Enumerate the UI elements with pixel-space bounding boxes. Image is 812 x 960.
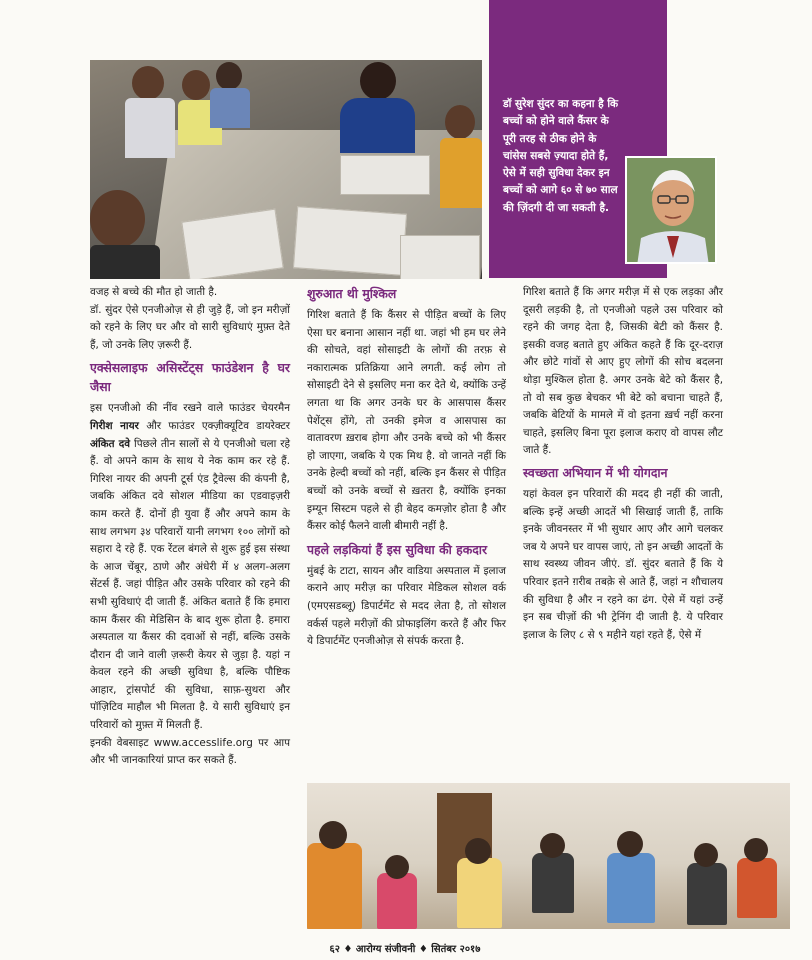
children-craft-photo (90, 60, 482, 279)
article-column-2 (307, 284, 506, 651)
text-run: इस एनजीओ की नींव रखने वाले फाउंडर चेयरमैन (90, 402, 290, 415)
child-head (132, 66, 164, 100)
woman-head (360, 62, 396, 100)
child-head (385, 855, 409, 879)
paragraph: गिरिश बताते हैं कि कैंसर से पीड़ित बच्चों के लिए ऐसा घर बनाना आसान नहीं था. जहां भी हम घर लेने की सोचते, वहां सोसाइटी के लोगों की तरफ़ से नकारात्मक प्रतिक्रिया आने लगती. कई लोग तो सोसाइटी देने से इसलिए मना कर देते थे, क्योंकि उन्हें लगता था कि अगर उनके घर के आसपास कैंसर पेशेंट्स होंगे, तो उनकी इमेज व आसपास का वातावरण ख़राब होगा और उनके बच्चे को भी कैंसर हो जाएगा, जबकि ये एक मिथ है. वो जानते नहीं कि उनके हेल्दी बच्चों को नहीं, बल्कि इन कैंसर से पीड़ित बच्चों को उनके बच्चों से ख़तरा है, क्योंकि इनका इम्यून सिस्टम पहले से ही बेहद कमज़ोर होता है और कैंसर कोई फैलने वाली बीमारी नहीं है. (307, 309, 506, 533)
newspaper-sheet (400, 235, 480, 279)
paragraph: इनकी वेबसाइट www.accesslife.org पर आप और भी जानकारियां प्राप्त कर सकते हैं. (90, 736, 290, 767)
text-run: और फाउंडर एक्ज़ीक्यूटिव डायरेक्टर (138, 419, 290, 432)
founder-name: गिरीश नायर (90, 419, 139, 432)
section-heading: पहले लड़कियां हैं इस सुविधा की हकदार (307, 541, 488, 557)
quote-body: का कहना है कि बच्चों को होने वाले कैंसर के पूरी तरह से ठीक होने के चांसेस सबसे ज़्यादा होते हैं, ऐसे में सही सुविधा देकर इन बच्चों को आगे ६० से ७० साल की ज़िंदगी दी जा सकती है. (503, 98, 619, 214)
child-shirt (90, 245, 160, 279)
child-shirt (440, 138, 482, 208)
child-head (182, 70, 210, 100)
director-name: अंकित दवे (90, 437, 131, 450)
doctor-portrait (625, 156, 717, 264)
child-head (465, 838, 491, 864)
child-head (617, 831, 643, 857)
quote-speaker: डॉ सुरेश सुंदर (503, 98, 555, 110)
separator-icon: ♦ (418, 944, 428, 955)
child-shirt (210, 88, 250, 128)
children-yoga-photo (307, 783, 790, 929)
page-number: ६२ (329, 944, 340, 955)
paragraph: गिरिश बताते हैं कि अगर मरीज़ में से एक लड़का और दूसरी लड़की है, तो एनजीओ पहले उस परिवार को रहने की जगह देता है, जिसकी बेटी को कैंसर है. इसकी वजह बताते हुए अंकित कहते हैं कि दूर-दराज़ और छोटे गांवों से आए हुए लोगों की सोच बदलना थोड़ा मुश्किल होता है. अगर उनके बेटे को कैंसर है, तो वो सब कुछ बेचकर भी बेटे को बचाना चाहते हैं, जबकि बेटियों के मामले में वो इतना ख़र्च नहीं करना चाहते, इसलिए बिना पूरा इलाज कराए वो वापस लौट जाते हैं. (523, 286, 723, 457)
quote-text (503, 96, 619, 217)
child-head (445, 105, 475, 139)
child-figure (532, 853, 574, 913)
page-footer (290, 941, 520, 955)
child-head (90, 190, 145, 248)
paragraph (90, 400, 290, 734)
paragraph: वजह से बच्चे की मौत हो जाती है. (90, 286, 218, 298)
text-run: पिछले तीन सालों से ये एनजीओ चला रहे हैं. वो अपने काम के साथ ये नेक काम कर रहे हैं. गिरिश नायर की अपनी टूर्स एंड ट्रैवेल्स की कंपनी है, जबकि अंकित दवे सोशल मीडिया का एडवाइज़री काम करते हैं. दोनों ही युवा हैं और अपने काम के साथ लगभग ३४ परिवारों यानी लगभग १०० लोगों को सहारा दे रहे हैं. एक रेंटल बंगले से शुरू हुई इस संस्था के आज चेंबूर, ठाणे और अंधेरी में ४ अलग-अलग सेंटर्स हैं. जहां पीड़ित और उसके परिवार को रहने की सभी सुविधाएं दी जाती हैं. अंकित बताते हैं कि हमारा काम कैंसर की मेडिसिन के बाद शुरू होता है. हमारा अस्पताल या कैंसर की दवाओं से नहीं, बल्कि उसके दौरान दी जाने वाली ज़रूरी केयर से जुड़ा है. यहां न केवल रहने की अच्छी सुविधा है, बल्कि पौष्टिक आहार, ट्रांसपोर्ट की सुविधा, साफ़-सुथरा और पॉज़िटिव माहौल भी मिलता है. ये सारी सुविधाएं इन परिवारों को मुफ़्त में मिलती हैं. (90, 437, 290, 732)
child-head (744, 838, 768, 862)
child-figure (307, 843, 362, 929)
newspaper-sheet (340, 155, 430, 195)
child-head (216, 62, 242, 90)
paragraph: यहां केवल इन परिवारों की मदद ही नहीं की जाती, बल्कि इन्हें अच्छी आदतें भी सिखाई जाती हैं, ताकि इनके जीवनस्तर में भी सुधार आए और आगे चलकर जब ये अपने घर वापस जाएं, तो इन अच्छी आदतों के साथ स्वस्थ्य जीवन जीएं. डॉ. सुंदर बताते हैं कि ये परिवार इतने ग़रीब तबक़े से आते हैं, जहां न शौचालय की सुविधा है और न रहने का ढंग. ऐसे में यहां उन्हें इन सब चीज़ों की भी ट्रेनिंग दी जाती है. ये परिवार इलाज के लिए ८ से ९ महीने यहां रहते हैं, ऐसे में (523, 487, 723, 641)
child-head (694, 843, 718, 867)
child-head (540, 833, 565, 858)
portrait-figure (627, 158, 717, 264)
child-figure (737, 858, 777, 918)
article-column-1 (90, 284, 290, 770)
issue-date: सितंबर २०१७ (431, 944, 481, 955)
child-figure (607, 853, 655, 923)
child-figure (457, 858, 502, 928)
section-heading: शुरुआत थी मुश्किल (307, 286, 397, 301)
newspaper-sheet (293, 206, 407, 276)
child-head (319, 821, 347, 849)
article-column-3 (523, 284, 723, 644)
child-shirt (125, 98, 175, 158)
magazine-name: आरोग्य संजीवनी (355, 944, 416, 955)
separator-icon: ♦ (343, 944, 353, 955)
paragraph: डॉ. सुंदर ऐसे एनजीओज़ से ही जुड़े हैं, जो इन मरीज़ों को रहने के लिए घर और वो सारी सुविधाएं मुफ़्त देते हैं, जो उनके लिए ज़रूरी हैं. (90, 303, 290, 351)
paragraph: मुंबई के टाटा, सायन और वाडिया अस्पताल में इलाज कराने आए मरीज़ का परिवार मेडिकल सोशल वर्क (एमएसडब्लू) डिपार्टमेंट से मदद लेता है, तो सोशल वर्कर्स पहले मरीज़ों की प्रोफाइलिंग करते हैं और फिर ये डिपार्टमेंट एनजीओज़ से संपर्क करता है. (307, 564, 506, 648)
woman-dress (340, 98, 415, 153)
section-heading: स्वच्छता अभियान में भी योगदान (523, 464, 668, 480)
newspaper-sheet (181, 209, 283, 279)
section-heading: एक्सेसलाइफ असिस्टेंट्स फाउंडेशन है घर जैसा (90, 360, 290, 395)
child-figure (377, 873, 417, 929)
child-figure (687, 863, 727, 925)
